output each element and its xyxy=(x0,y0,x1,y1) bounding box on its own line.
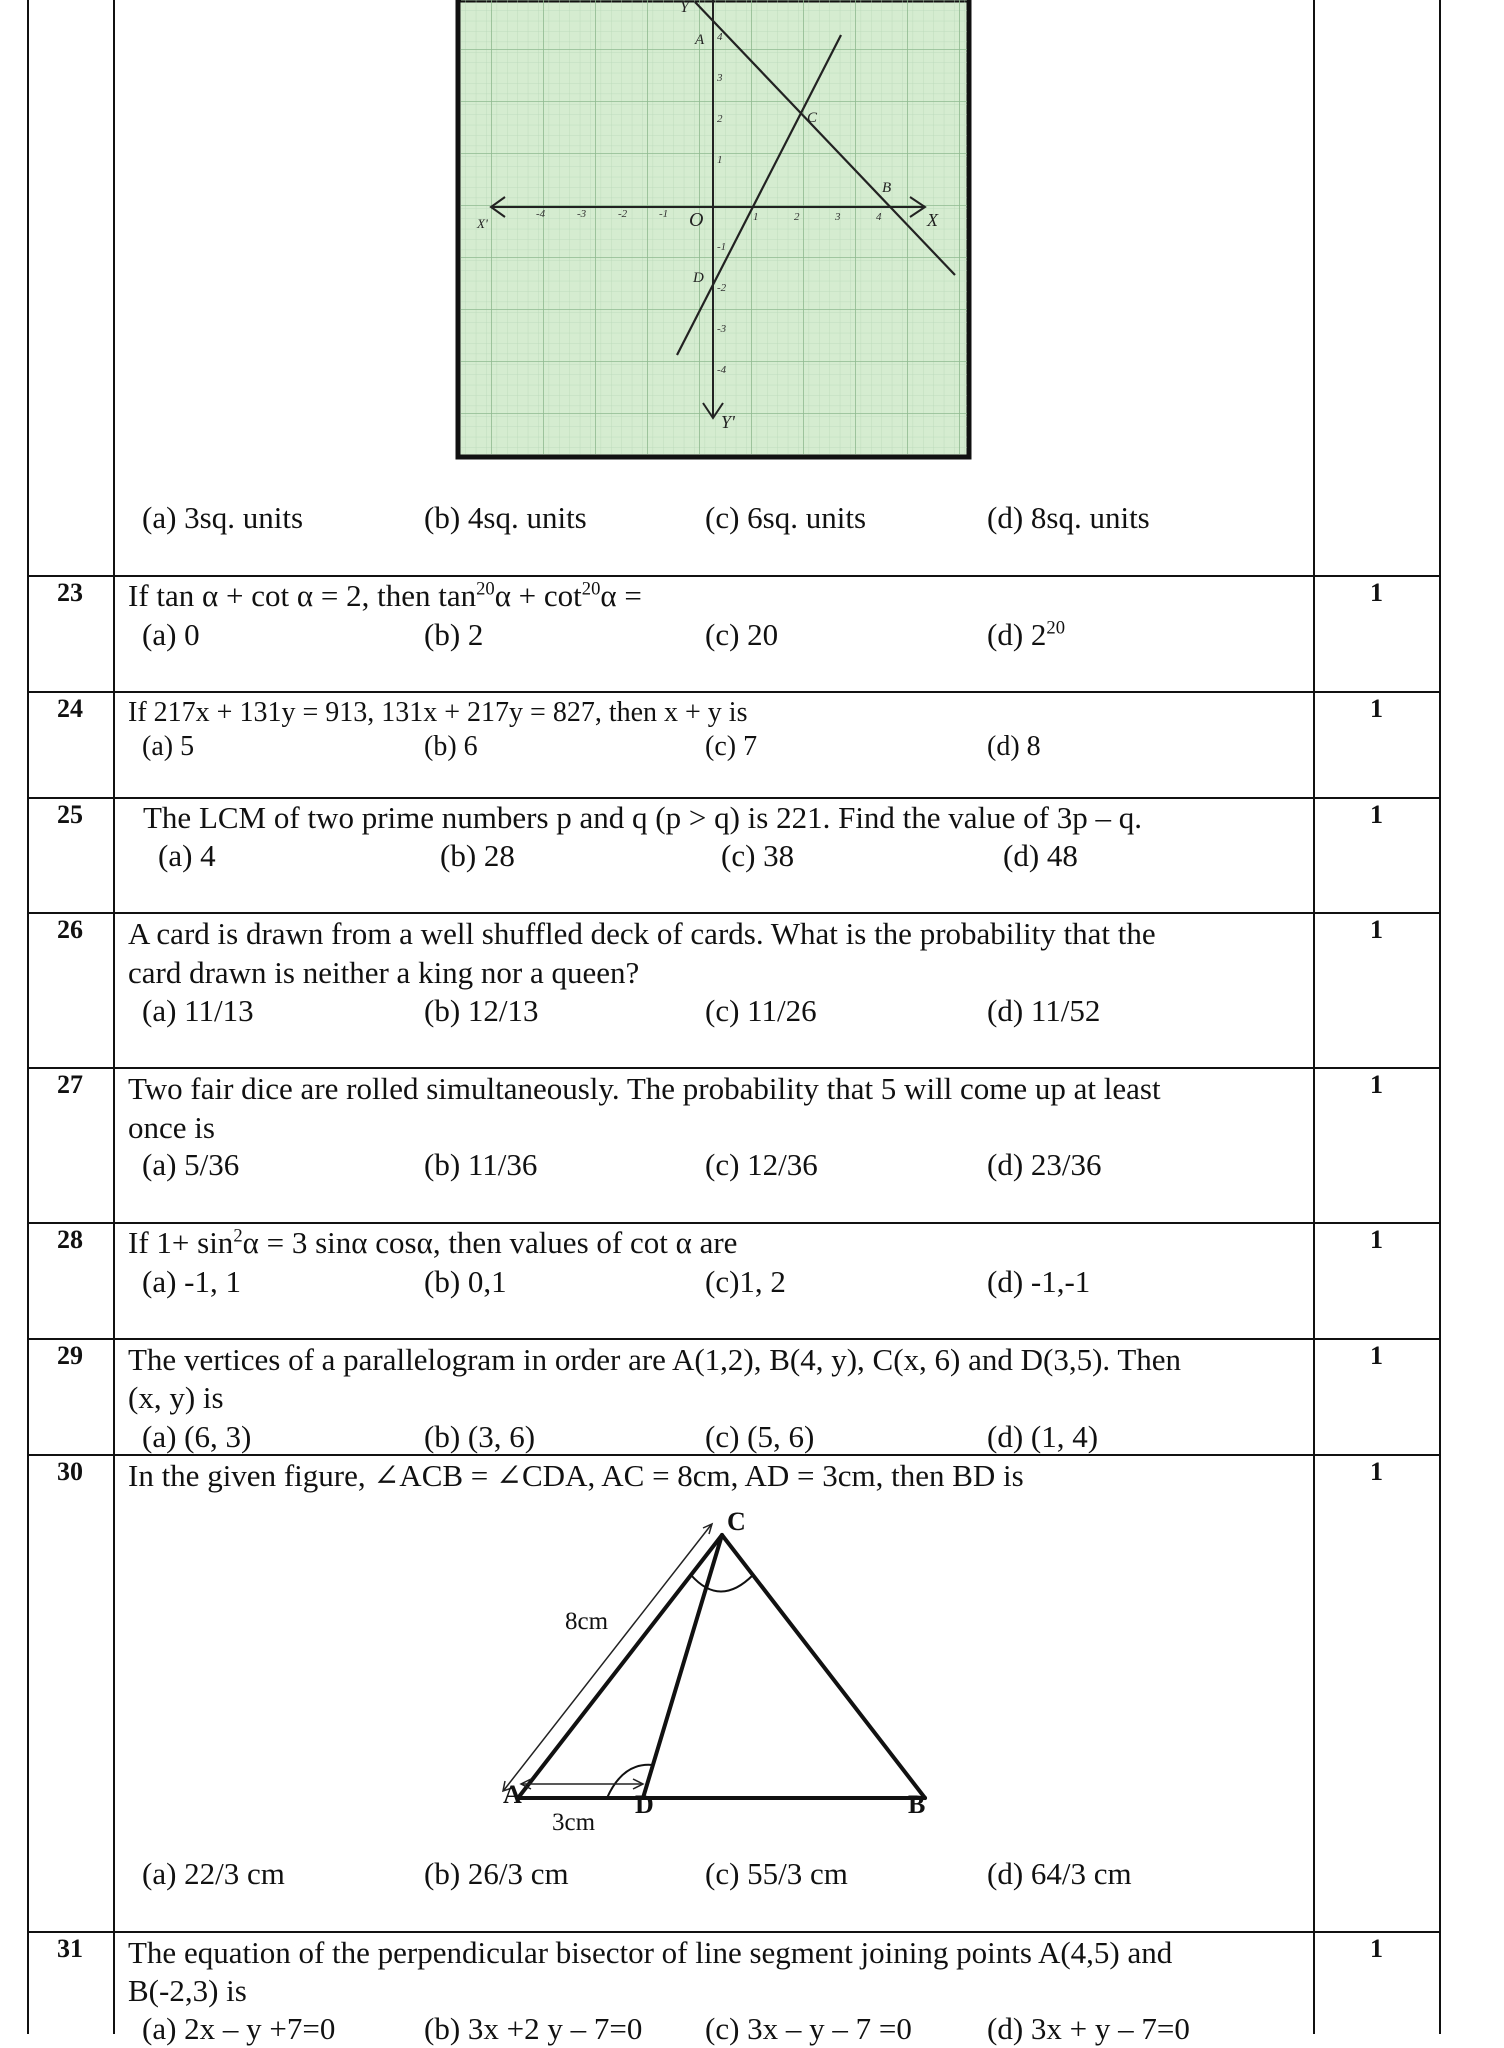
question-marks: 1 xyxy=(1370,694,1383,723)
question-marks: 1 xyxy=(1370,578,1383,607)
option-a[interactable]: (a) 22/3 cm xyxy=(142,1856,285,1891)
vertex-label-a: A xyxy=(503,1780,522,1809)
x-tick-label: 2 xyxy=(794,211,800,223)
axis-label-y: Y xyxy=(680,0,689,16)
option-a[interactable]: (a) -1, 1 xyxy=(142,1264,241,1299)
question-text: In the given figure, ∠ACB = ∠CDA, AC = 8cm, AD = 3cm, then BD is xyxy=(128,1458,1024,1493)
point-label-b: B xyxy=(882,180,892,196)
vertex-label-d: D xyxy=(635,1790,654,1819)
option-d[interactable]: (d) 64/3 cm xyxy=(987,1856,1132,1891)
option-b[interactable]: (b) 26/3 cm xyxy=(424,1856,569,1891)
question-number: 30 xyxy=(57,1457,83,1486)
y-tick-label: -3 xyxy=(717,323,727,335)
question-number: 25 xyxy=(57,800,83,829)
option-b[interactable]: (b) 11/36 xyxy=(424,1147,538,1182)
question-marks: 1 xyxy=(1370,800,1383,829)
question-number: 26 xyxy=(57,915,83,944)
label-3cm: 3cm xyxy=(552,1809,596,1836)
question-text xyxy=(128,576,1293,615)
question-marks: 1 xyxy=(1370,915,1383,944)
y-tick-label: -2 xyxy=(717,282,727,294)
point-label-d: D xyxy=(693,270,704,286)
table-divider-marks xyxy=(1313,0,1315,2034)
y-tick-label: 2 xyxy=(717,113,723,125)
question-text-part: α + cot xyxy=(494,578,582,613)
x-tick-label: 3 xyxy=(835,211,841,223)
option-a[interactable]: (a) 5/36 xyxy=(142,1147,240,1182)
option-a[interactable]: (a) 2x – y +7=0 xyxy=(142,2011,336,2046)
option-b[interactable]: (b) 6 xyxy=(424,731,478,762)
question-marks: 1 xyxy=(1370,1341,1383,1370)
x-tick-label: -2 xyxy=(618,208,628,220)
option-c[interactable]: (c)1, 2 xyxy=(705,1264,786,1299)
question-marks: 1 xyxy=(1370,1934,1383,1963)
question-text: The LCM of two prime numbers p and q (p > q) is 221. Find the value of 3p – q. xyxy=(143,800,1143,835)
option-b[interactable]: (b) (3, 6) xyxy=(424,1419,536,1454)
vertex-label-c: C xyxy=(727,1507,746,1536)
graph-paper-figure xyxy=(455,0,972,460)
superscript: 20 xyxy=(1046,617,1065,639)
question-text: card drawn is neither a king nor a queen? xyxy=(128,955,640,990)
question-text: If 217x + 131y = 913, 131x + 217y = 827, then x + y is xyxy=(128,697,748,728)
question-number: 28 xyxy=(57,1225,83,1254)
option-b[interactable]: (b) 4sq. units xyxy=(424,500,587,535)
question-text-part: α = 3 sinα cosα, then values of cot α are xyxy=(242,1225,738,1260)
y-tick-label: 3 xyxy=(717,72,723,84)
y-tick-label: -4 xyxy=(717,364,727,376)
question-number: 29 xyxy=(57,1341,83,1370)
question-text: The vertices of a parallelogram in order are A(1,2), B(4, y), C(x, 6) and D(3,5). Then xyxy=(128,1342,1182,1377)
option-d[interactable]: (d) 3x + y – 7=0 xyxy=(987,2011,1190,2046)
option-b[interactable]: (b) 2 xyxy=(424,617,484,652)
option-c[interactable]: (c) (5, 6) xyxy=(705,1419,815,1454)
question-number: 27 xyxy=(57,1070,83,1099)
table-divider-number xyxy=(113,0,115,2034)
axis-label-x: X xyxy=(927,210,938,230)
y-tick-label: 4 xyxy=(717,31,723,43)
option-d[interactable]: (d) (1, 4) xyxy=(987,1419,1099,1454)
option-a[interactable]: (a) 4 xyxy=(158,838,216,873)
option-d[interactable]: (d) 11/52 xyxy=(987,993,1101,1028)
axis-label-y-prime: Y' xyxy=(721,412,735,432)
option-d[interactable]: (d) 8sq. units xyxy=(987,500,1150,535)
triangle-figure xyxy=(495,1500,955,1855)
option-c[interactable]: (c) 55/3 cm xyxy=(705,1856,848,1891)
option-a[interactable]: (a) 5 xyxy=(142,731,195,762)
superscript: 2 xyxy=(233,1225,243,1247)
question-text xyxy=(128,1223,1293,1262)
question-text: B(-2,3) is xyxy=(128,1973,247,2008)
option-a[interactable]: (a) 0 xyxy=(142,617,200,652)
option-d-base: (d) 2 xyxy=(987,617,1047,652)
question-text: Two fair dice are rolled simultaneously. The probability that 5 will come up at least xyxy=(128,1071,1161,1106)
question-number: 24 xyxy=(57,694,83,723)
question-text: A card is drawn from a well shuffled deck of cards. What is the probability that the xyxy=(128,916,1156,951)
option-c[interactable]: (c) 38 xyxy=(721,838,795,873)
x-tick-label: -1 xyxy=(659,208,669,220)
question-number: 23 xyxy=(57,578,83,607)
superscript: 20 xyxy=(476,578,495,600)
segment-ac xyxy=(518,1535,722,1798)
option-d[interactable]: (d) 23/36 xyxy=(987,1147,1102,1182)
question-marks: 1 xyxy=(1370,1070,1383,1099)
option-c[interactable]: (c) 7 xyxy=(705,731,758,762)
point-label-c: C xyxy=(807,110,818,126)
option-c[interactable]: (c) 6sq. units xyxy=(705,500,867,535)
table-border-left xyxy=(27,0,29,2034)
axis-label-x-prime: X' xyxy=(477,216,488,231)
option-b[interactable]: (b) 0,1 xyxy=(424,1264,507,1299)
y-tick-label: -1 xyxy=(717,241,727,253)
option-a[interactable]: (a) (6, 3) xyxy=(142,1419,252,1454)
option-b[interactable]: (b) 3x +2 y – 7=0 xyxy=(424,2011,643,2046)
x-tick-label: 4 xyxy=(876,211,882,223)
option-d[interactable] xyxy=(987,615,1065,654)
segment-cb xyxy=(722,1535,925,1798)
ac-dimension-line xyxy=(504,1525,711,1790)
segment-cd xyxy=(643,1535,722,1798)
option-c[interactable]: (c) 20 xyxy=(705,617,779,652)
option-d[interactable]: (d) -1,-1 xyxy=(987,1264,1091,1299)
option-c[interactable]: (c) 12/36 xyxy=(705,1147,818,1182)
question-text: once is xyxy=(128,1110,215,1145)
option-d[interactable]: (d) 48 xyxy=(1003,838,1078,873)
option-a[interactable]: (a) 3sq. units xyxy=(142,500,304,535)
y-tick-label: 1 xyxy=(717,154,723,166)
question-text: (x, y) is xyxy=(128,1380,224,1415)
point-label-a: A xyxy=(695,32,705,48)
label-8cm: 8cm xyxy=(565,1608,609,1635)
option-c[interactable]: (c) 3x – y – 7 =0 xyxy=(705,2011,912,2046)
x-tick-label: -4 xyxy=(536,208,546,220)
x-tick-label: -3 xyxy=(577,208,587,220)
question-marks: 1 xyxy=(1370,1225,1383,1254)
question-text-part: α = xyxy=(600,578,642,613)
option-c[interactable]: (c) 11/26 xyxy=(705,993,817,1028)
x-tick-label: 1 xyxy=(753,211,759,223)
question-text-part: If 1+ sin xyxy=(128,1225,234,1260)
option-a[interactable]: (a) 11/13 xyxy=(142,993,254,1028)
vertex-label-b: B xyxy=(908,1790,926,1819)
question-text-part: If tan α + cot α = 2, then tan xyxy=(128,578,477,613)
question-marks: 1 xyxy=(1370,1457,1383,1486)
question-text: The equation of the perpendicular bisector of line segment joining points A(4,5) and xyxy=(128,1935,1173,1970)
option-b[interactable]: (b) 12/13 xyxy=(424,993,539,1028)
option-d[interactable]: (d) 8 xyxy=(987,731,1041,762)
angle-acb-arc xyxy=(691,1575,753,1592)
superscript: 20 xyxy=(581,578,601,600)
origin-label: O xyxy=(689,209,704,231)
option-b[interactable]: (b) 28 xyxy=(440,838,515,873)
question-number: 31 xyxy=(57,1934,83,1963)
table-border-right xyxy=(1439,0,1441,2034)
